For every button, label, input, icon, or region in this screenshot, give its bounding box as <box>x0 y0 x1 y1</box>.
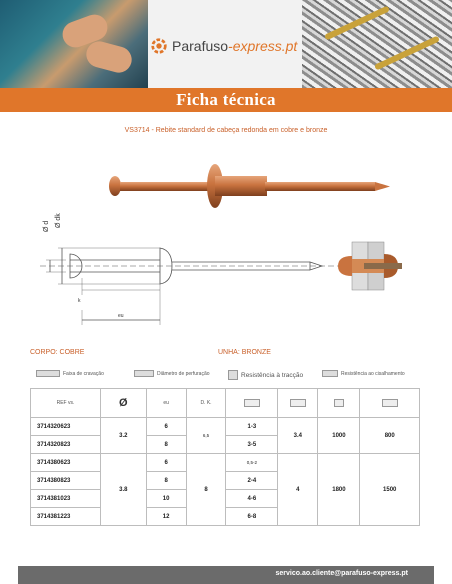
title-bar <box>0 88 452 112</box>
legend-tensile: Resistência à tracção <box>228 370 303 380</box>
header-banner <box>0 0 452 88</box>
installed-rivet-section <box>338 242 402 290</box>
legend-drill: Diâmetro de perfuração <box>134 370 210 377</box>
col-dk: D. K. <box>186 389 226 418</box>
drill-icon <box>134 370 154 377</box>
table-row: 3714320823 8 3-5 <box>31 436 420 454</box>
product-subtitle: VS3714 - Rebite standard de cabeça redonda em cobre e bronze <box>124 127 328 134</box>
legend <box>30 370 430 384</box>
diameter-dk-label: Ø dk <box>55 213 62 228</box>
drill-icon <box>290 399 306 407</box>
spec-table <box>30 388 420 526</box>
hand-shape <box>83 38 134 75</box>
col-drill-icon <box>278 389 318 418</box>
table-row: 3714381023 10 4-6 <box>31 490 420 508</box>
grip-range-icon <box>244 399 260 407</box>
col-shear-icon <box>360 389 420 418</box>
rivet-line-drawing <box>40 248 340 325</box>
diameter-d-label: Ø d <box>43 220 50 232</box>
tensile-icon <box>228 370 238 380</box>
col-ref: REF vs. <box>31 389 101 418</box>
grip-range-icon <box>36 370 60 377</box>
legend-grip: Faixa de cravação <box>36 370 104 377</box>
rivet-drawing <box>20 150 432 340</box>
gear-icon <box>150 37 168 55</box>
table-row: 3714380823 8 2-4 <box>31 472 420 490</box>
body-material: CORPO: COBRE <box>30 349 85 356</box>
screw-shape <box>374 35 440 70</box>
col-grip-icon <box>226 389 278 418</box>
table-row: 3714380623 3.8 6 8 0,5-2 4 1800 1500 <box>31 454 420 472</box>
table-row: 3714320623 3.2 6 6,5 1-3 3.4 1000 800 <box>31 418 420 436</box>
workshop-photo <box>0 0 148 88</box>
page-title: Ficha técnica <box>176 90 276 109</box>
col-diameter: Ø <box>100 389 146 418</box>
brand-logo[interactable] <box>150 34 302 58</box>
length-eu-label: eu <box>118 313 124 319</box>
rivet-photo <box>109 164 390 208</box>
mandrel-material: UNHA: BRONZE <box>218 349 271 356</box>
legend-shear: Resistência ao cisalhamento <box>322 370 405 377</box>
col-eu: eu <box>146 389 186 418</box>
screw-shape <box>324 5 390 40</box>
shear-icon <box>382 399 398 407</box>
table-header-row <box>31 389 420 418</box>
brand-name: Parafuso-express.pt <box>172 38 298 54</box>
contact-email-link[interactable]: servico.ao.cliente@parafuso-express.pt <box>275 570 408 577</box>
col-tensile-icon <box>318 389 360 418</box>
screws-photo <box>302 0 452 88</box>
shear-icon <box>322 370 338 377</box>
head-k-label: k <box>78 298 81 304</box>
footer <box>18 566 434 584</box>
tensile-icon <box>334 399 344 407</box>
table-row: 3714381223 12 6-8 <box>31 508 420 526</box>
